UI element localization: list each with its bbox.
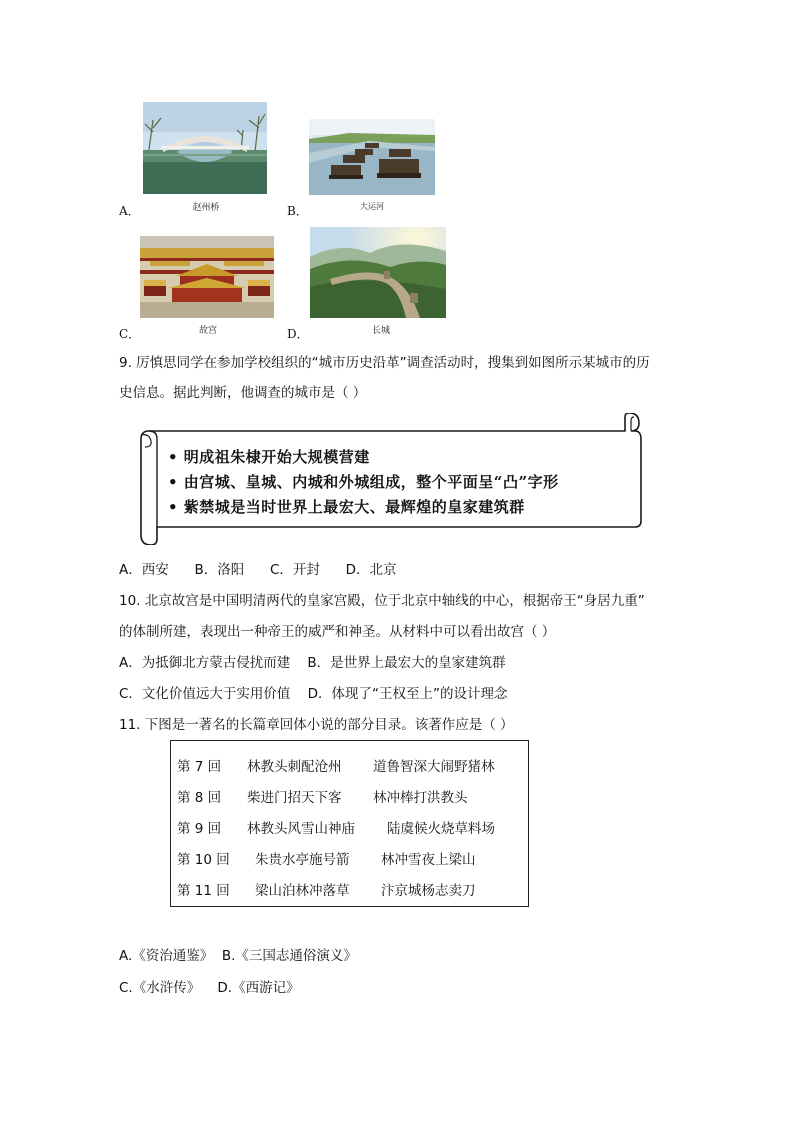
q9-options: A．西安 B．洛阳 C．开封 D．北京 (119, 562, 397, 578)
toc-row (177, 755, 495, 775)
option-b-caption: 大运河 (360, 202, 384, 211)
toc-title1: 朱贵水亭施号箭 (255, 852, 350, 868)
toc-title2: 林冲雪夜上梁山 (381, 852, 476, 868)
option-d-letter: D． (287, 327, 309, 341)
toc-row (177, 879, 476, 899)
q9-stem-line2: 史信息。据此判断，他调查的城市是（ ） (119, 385, 367, 401)
scroll-line-2: • 由宫城、皇城、内城和外城组成，整个平面呈“凸”字形 (168, 473, 559, 491)
novel-table-of-contents (170, 740, 529, 907)
q10-option-line1: A．为抵御北方蒙古侵扰而建 B．是世界上最宏大的皇家建筑群 (119, 655, 506, 671)
forbidden-city-image (140, 236, 274, 318)
toc-chapter: 第 9 回 (177, 821, 222, 837)
grand-canal-image (309, 119, 435, 195)
option-b-letter: B． (287, 204, 308, 218)
toc-row (177, 817, 495, 837)
toc-row (177, 848, 476, 868)
toc-title1: 柴进门招天下客 (247, 790, 342, 806)
toc-chapter: 第 10 回 (177, 852, 230, 868)
option-c-letter: C． (119, 327, 141, 341)
zhaozhou-bridge-image (143, 102, 267, 194)
toc-row (177, 786, 468, 806)
great-wall-image (310, 227, 446, 318)
q11-option-line2: C.《水浒传》 D.《西游记》 (119, 980, 300, 996)
toc-title1: 林教头刺配沧州 (247, 759, 342, 775)
toc-title2: 汴京城杨志卖刀 (381, 883, 476, 899)
option-d-caption: 长城 (371, 326, 390, 336)
toc-chapter: 第 8 回 (177, 790, 222, 806)
option-a-caption: 赵州桥 (192, 203, 220, 213)
toc-chapter: 第 7 回 (177, 759, 222, 775)
scroll-line-3: • 紫禁城是当时世界上最宏大、最辉煌的皇家建筑群 (168, 498, 525, 516)
toc-chapter: 第 11 回 (177, 883, 230, 899)
q11-stem: 11. 下图是一著名的长篇章回体小说的部分目录。该著作应是（ ） (119, 717, 514, 733)
toc-title1: 梁山泊林冲落草 (255, 883, 350, 899)
option-c-caption: 故宫 (198, 326, 217, 336)
toc-title1: 林教头风雪山神庙 (247, 821, 355, 837)
scroll-line-1: • 明成祖朱棣开始大规模营建 (168, 448, 370, 466)
toc-title2: 林冲棒打洪教头 (373, 790, 468, 806)
q10-stem-line2: 的体制所建，表现出一种帝王的威严和神圣。从材料中可以看出故宫（ ） (119, 624, 556, 640)
toc-title2: 道鲁智深大闹野猪林 (373, 759, 495, 775)
option-a-letter: A． (119, 204, 140, 218)
q10-stem-line1: 10. 北京故宫是中国明清两代的皇家宫殿，位于北京中轴线的中心，根据帝王“身居九重” (119, 593, 645, 609)
q11-option-line1: A.《资治通鉴》 B.《三国志通俗演义》 (119, 948, 357, 964)
q10-option-line2: C．文化价值远大于实用价值 D．体现了“王权至上”的设计理念 (119, 686, 508, 702)
q9-stem-line1: 9. 厉慎思同学在参加学校组织的“城市历史沿革”调查活动时，搜集到如图所示某城市的历 (119, 355, 650, 371)
toc-title2: 陆虞候火烧草料场 (387, 821, 495, 837)
